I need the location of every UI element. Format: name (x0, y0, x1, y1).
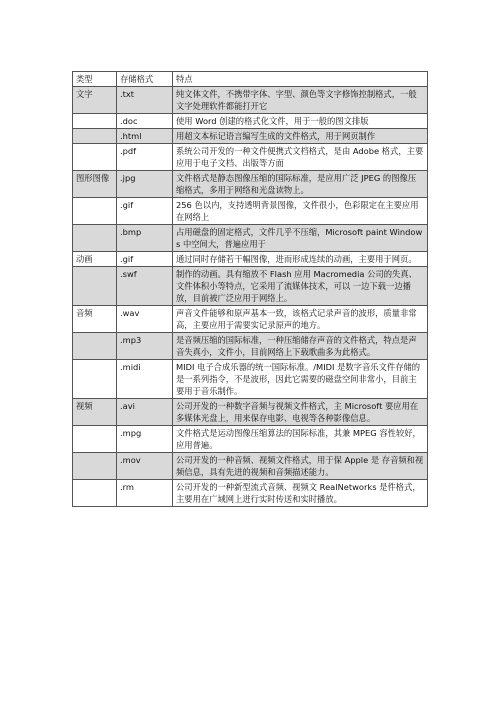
table-row (73, 198, 428, 225)
table-row (73, 480, 428, 507)
row-format: .bmp (117, 225, 173, 252)
table-row (73, 399, 428, 426)
table-row (73, 333, 428, 360)
table-row (73, 129, 428, 144)
table-row (73, 453, 428, 480)
row-category (73, 453, 117, 480)
row-category: 动画 (73, 252, 117, 267)
row-format: .midi (117, 360, 173, 399)
row-description: 系统公司开发的一种文件便携式文档格式，是由 Adobe 格式，主要应用于电子文档、出版等方面 (173, 144, 428, 171)
row-description: 公司开发的一种新型流式音频、视频文 RealNetworks 是件格式，主要用在广域网上进行实时传送和实时播放。 (173, 480, 428, 507)
row-description: 制作的动画。具有缩放不 Flash 应用 Macromedia 公司的失真、文件体积小等特点，它采用了流媒体技术，可以 一边下载一边播放，目前被广泛应用于网络上。 (173, 267, 428, 306)
row-description: 文件格式是运动图像压缩算法的国际标准，其兼 MPEG 容性较好，应用普遍。 (173, 426, 428, 453)
file-format-table (72, 71, 428, 507)
header-features: 特点 (173, 72, 428, 87)
row-category (73, 198, 117, 225)
row-category (73, 225, 117, 252)
row-category (73, 144, 117, 171)
row-description: 文件格式是静态图像压缩的国际标准，是应用广泛 JPEG 的图像压缩格式，多用于网络和光盘读物上。 (173, 171, 428, 198)
table-row (73, 426, 428, 453)
row-description: 公司开发的一种数字音频与视频文件格式，主 Microsoft 要应用在多媒体光盘上，用来保存电影、电视等各种影像信息。 (173, 399, 428, 426)
row-category (73, 480, 117, 507)
row-format: .gif (117, 198, 173, 225)
row-format: .mpg (117, 426, 173, 453)
row-description: 使用 Word 创建的格式化文件，用于一般的图文排版 (173, 114, 428, 129)
row-category: 视频 (73, 399, 117, 426)
table-header-row (73, 72, 428, 87)
row-description: MIDI 电子合成乐器的统一国际标准。/MIDI 是数字音乐文件存储的是一系列指令，不是波形，因此它需要的磁盘空间非常小，目前主要用于音乐制作。 (173, 360, 428, 399)
table-row (73, 267, 428, 306)
row-description: 用超文本标记语言编写生成的文件格式，用于网页制作 (173, 129, 428, 144)
table-row (73, 114, 428, 129)
table-row (73, 225, 428, 252)
row-description: 256 色以内，支持透明背景图像，文件很小，色彩限定在主要应用在网络上 (173, 198, 428, 225)
row-format: .mp3 (117, 333, 173, 360)
header-type: 类型 (73, 72, 117, 87)
row-category (73, 333, 117, 360)
table-row (73, 306, 428, 333)
row-category (73, 267, 117, 306)
row-format: .html (117, 129, 173, 144)
row-description: 纯文体文件，不携带字体、字型、颜色等文字修饰控制格式，一般文字处理软件都能打开它 (173, 87, 428, 114)
row-format: .gif (117, 252, 173, 267)
row-description: 通过同时存储若干幅图像，进而形成连续的动画，主要用于网页。 (173, 252, 428, 267)
table-row (73, 360, 428, 399)
row-category: 音频 (73, 306, 117, 333)
header-format: 存储格式 (117, 72, 173, 87)
row-description: 公司开发的一种音频、视频文件格式，用于保 Apple 是 存音频和视频信息，具有先进的视频和音频描述能力。 (173, 453, 428, 480)
row-format: .mov (117, 453, 173, 480)
table-row (73, 252, 428, 267)
row-format: .wav (117, 306, 173, 333)
row-format: .pdf (117, 144, 173, 171)
row-category (73, 129, 117, 144)
row-category (73, 426, 117, 453)
row-format: .avi (117, 399, 173, 426)
row-description: 声音文件能够和原声基本一致，该格式记录声音的波形，质量非常高，主要应用于需要实记录原声的地方。 (173, 306, 428, 333)
row-description: 占用磁盘的固定格式，文件几乎不压缩，Microsoft paint Windows 中空间大，普遍应用于 (173, 225, 428, 252)
table-row (73, 87, 428, 114)
row-description: 是音频压缩的国际标准，一种压缩储存声音的文件格式，特点是声音失真小，文件小，目前网络上下载歌曲多为此格式。 (173, 333, 428, 360)
row-format: .jpg (117, 171, 173, 198)
row-format: .rm (117, 480, 173, 507)
row-category: 图形图像 (73, 171, 117, 198)
row-category (73, 114, 117, 129)
table-row (73, 144, 428, 171)
row-format: .txt (117, 87, 173, 114)
table-row (73, 171, 428, 198)
row-category (73, 360, 117, 399)
row-category: 文字 (73, 87, 117, 114)
row-format: .doc (117, 114, 173, 129)
row-format: .swf (117, 267, 173, 306)
